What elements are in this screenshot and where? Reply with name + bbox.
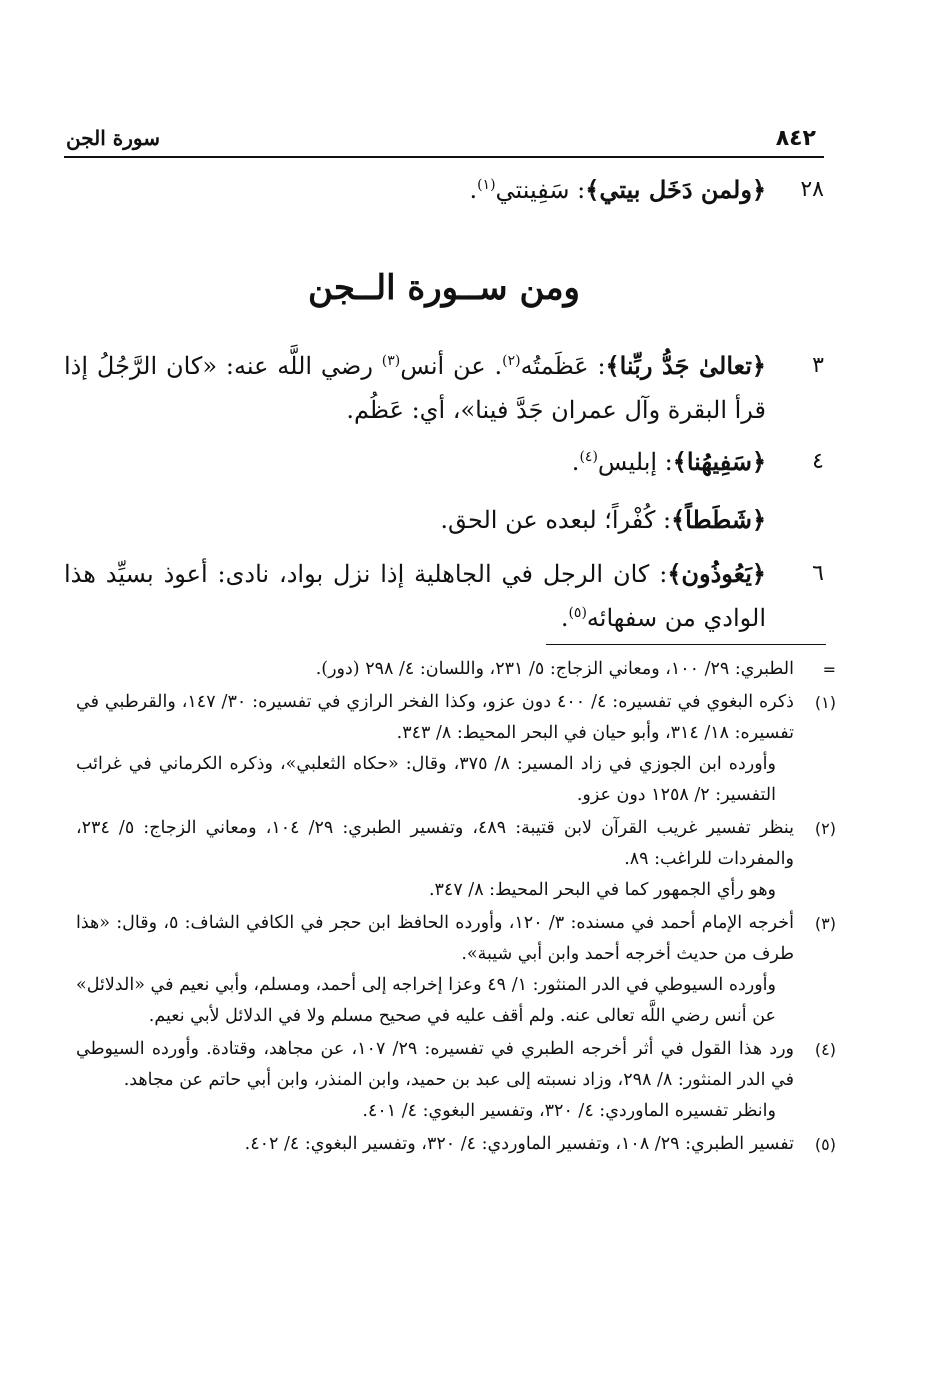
footnote-ref: (٣)	[381, 353, 401, 369]
verse-number: ٣	[812, 353, 824, 378]
footnote-ref: (٢)	[502, 353, 521, 369]
footnote-text: وأورده السيوطي في الدر المنثور: ١/ ٤٩ وعزا إخراجه إلى أحمد، ومسلم، وأبي نعيم في «الدلائل» عن أنس رضي اللَّه تعالى عنه. ولم أقف عليه في صحيح مسلم ولا في الدلائل لأبي نعيم.	[76, 975, 776, 1026]
footnote-1	[76, 687, 836, 811]
footnote-marker: (٤)	[814, 1040, 836, 1059]
verse-entry-4	[64, 440, 824, 484]
verse-number: ٤	[812, 449, 824, 474]
quran-phrase: ﴿تعالىٰ جَدُّ ربِّنا﴾	[605, 351, 766, 380]
verse-entry-3	[64, 344, 824, 432]
footnote-4	[76, 1034, 836, 1127]
gloss-text: : عَظَمتُه	[520, 352, 606, 380]
footnote-3	[76, 908, 836, 1032]
verse-entry-28	[64, 168, 824, 212]
verse-number: ٢٨	[800, 177, 824, 202]
section-heading: ومن ســورة الــجن	[308, 268, 580, 308]
verse-text	[64, 344, 766, 432]
footnote-text: تفسير الطبري: ٢٩/ ١٠٨، وتفسير الماوردي: ٤/ ٣٢٠، وتفسير البغوي: ٤/ ٤٠٢.	[244, 1134, 794, 1154]
footnote-continued	[76, 654, 836, 685]
quran-phrase: ﴿يَعُوذُون﴾	[667, 559, 766, 588]
footnote-marker: (٥)	[814, 1135, 836, 1154]
footnotes	[76, 654, 836, 1162]
footnote-text: الطبري: ٢٩/ ١٠٠، ومعاني الزجاج: ٥/ ٢٣١، واللسان: ٤/ ٢٩٨ (دور).	[315, 659, 794, 679]
gloss-text: : إبليس	[597, 448, 673, 476]
quran-phrase: ﴿ولمن دَخَل بيتي﴾	[585, 175, 766, 204]
gloss-text: : كُفْراً؛ لبعده عن الحق.	[440, 506, 672, 534]
footnote-ref: (١)	[477, 177, 496, 193]
quran-phrase: ﴿شَطَطاً﴾	[671, 505, 766, 534]
footnote-text: ورد هذا القول في أثر أخرجه الطبري في تفسيره: ٢٩/ ١٠٧، عن مجاهد، وقتادة. وأورده السيوطي في الدر المنثور: ٨/ ٢٩٨، وزاد نسبته إلى عبد بن حميد، وابن المنذر، وابن أبي حاتم عن مجاهد.	[76, 1039, 794, 1090]
footnote-marker: (٢)	[814, 819, 836, 838]
footnote-5	[76, 1129, 836, 1160]
verse-text	[64, 498, 766, 542]
gloss-text: رضي اللَّه عنه: «كان الرَّجُلُ إذا قرأ البقرة وآل عمران جَدَّ فينا»، أي: عَظُم.	[64, 352, 766, 424]
footnote-marker: =	[822, 660, 836, 679]
verse-number: ٦	[812, 561, 824, 586]
gloss-text: .	[571, 448, 580, 476]
footnote-divider	[546, 644, 826, 645]
footnote-ref: (٥)	[568, 605, 587, 621]
gloss-text: .	[560, 604, 569, 632]
verse-text	[64, 168, 766, 212]
gloss-text: : سَفِينتي	[495, 176, 586, 204]
page-number: ٨٤٢	[775, 126, 816, 151]
footnote-text: أخرجه الإمام أحمد في مسنده: ٣/ ١٢٠، وأورده الحافظ ابن حجر في الكافي الشاف: ٥، وقال: «هذا طرف من حديث أخرجه أحمد وابن أبي شيبة».	[76, 913, 794, 964]
gloss-end: .	[469, 176, 478, 204]
gloss-text: . عن أنس	[400, 352, 503, 380]
footnote-marker: (١)	[814, 693, 836, 712]
quran-phrase: ﴿سَفِيهُنا﴾	[672, 447, 766, 476]
verse-text	[64, 440, 766, 484]
footnote-ref: (٤)	[579, 449, 598, 465]
footnote-2	[76, 813, 836, 906]
verse-text	[64, 552, 766, 640]
footnote-text: وأورده ابن الجوزي في زاد المسير: ٨/ ٣٧٥، وقال: «حكاه الثعلبي»، وذكره الكرماني في غرائب التفسير: ٢/ ١٢٥٨ دون عزو.	[76, 754, 776, 805]
verse-entry-6	[64, 552, 824, 640]
page-header	[64, 124, 824, 158]
footnote-text: وانظر تفسيره الماوردي: ٤/ ٣٢٠، وتفسير البغوي: ٤/ ٤٠١.	[362, 1101, 776, 1121]
footnote-marker: (٣)	[814, 914, 836, 933]
footnote-text: ينظر تفسير غريب القرآن لابن قتيبة: ٤٨٩، وتفسير الطبري: ٢٩/ ١٠٤، ومعاني الزجاج: ٥/ ٢٣٤، والمفردات للراغب: ٨٩.	[76, 818, 794, 869]
verse-entry-4b	[64, 498, 824, 542]
footnote-text: ذكره البغوي في تفسيره: ٤/ ٤٠٠ دون عزو، وكذا الفخر الرازي في تفسيره: ٣٠/ ١٤٧، والقرطبي في تفسيره: ١٨/ ٣١٤، وأبو حيان في البحر المحيط: ٨/ ٣٤٣.	[76, 692, 794, 743]
gloss-text: : كان الرجل في الجاهلية إذا نزل بواد، نادى: أعوذ بسيِّد هذا الوادي من سفهائه	[64, 560, 766, 632]
running-title: سورة الجن	[66, 126, 160, 150]
footnote-text: وهو رأي الجمهور كما في البحر المحيط: ٨/ ٣٤٧.	[428, 880, 776, 900]
